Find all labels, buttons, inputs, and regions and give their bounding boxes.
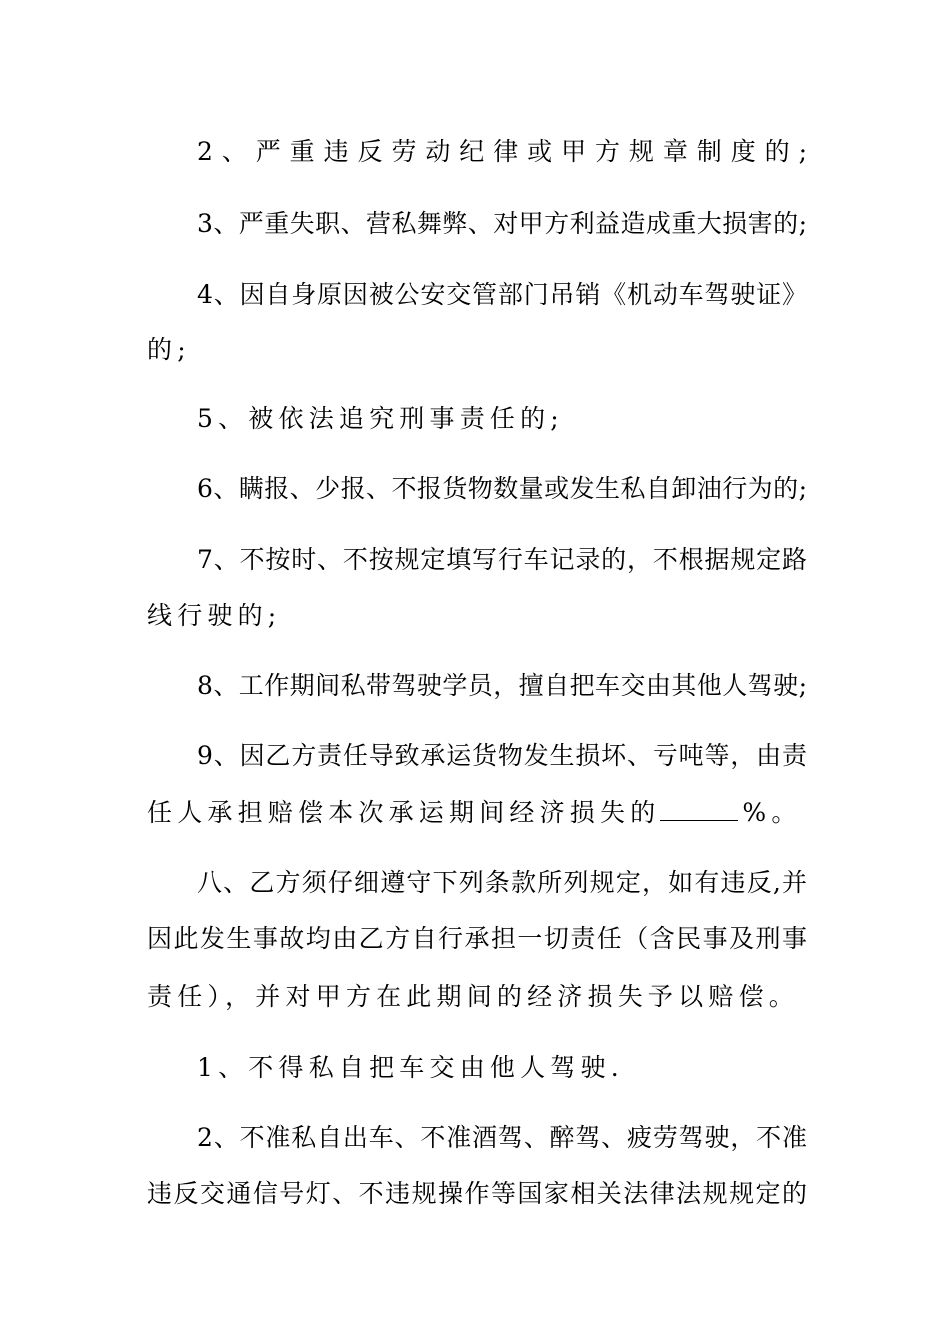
paragraph-line: 4、因自身原因被公安交管部门吊销《机动车驾驶证》: [197, 280, 807, 309]
percent-sign: %。: [742, 798, 802, 827]
paragraph-line: 7、不按时、不按规定填写行车记录的，不根据规定路: [197, 545, 807, 574]
paragraph-line: 因此发生事故均由乙方自行承担一切责任（含民事及刑事: [147, 924, 807, 953]
paragraph-line: 的;: [147, 335, 191, 364]
paragraph-line: 9、因乙方责任导致承运货物发生损坏、亏吨等，由责: [197, 741, 807, 770]
paragraph-line: 八、乙方须仔细遵守下列条款所列规定，如有违反,并: [197, 868, 807, 897]
paragraph-line: 责任），并对甲方在此期间的经济损失予以赔偿。: [147, 982, 799, 1011]
paragraph-line: 2、不准私自出车、不准酒驾、醉驾、疲劳驾驶，不准: [197, 1123, 807, 1152]
paragraph-line-with-blank: [147, 798, 807, 828]
paragraph-line: 1、不得私自把车交由他人驾驶.: [197, 1053, 624, 1082]
paragraph-text: 任人承担赔偿本次承运期间经济损失的: [147, 798, 661, 827]
fill-in-blank: [660, 798, 738, 821]
paragraph-line: 违反交通信号灯、不违规操作等国家相关法律法规规定的: [147, 1179, 807, 1208]
paragraph-line: 线行驶的;: [147, 601, 282, 630]
paragraph-line: 8、工作期间私带驾驶学员，擅自把车交由其他人驾驶;: [197, 671, 807, 700]
paragraph-line: 2、严重违反劳动纪律或甲方规章制度的;: [197, 137, 807, 166]
paragraph-line: 3、严重失职、营私舞弊、对甲方利益造成重大损害的;: [197, 209, 807, 238]
paragraph-line: 5、被依法追究刑事责任的;: [197, 404, 564, 433]
paragraph-line: 6、瞒报、少报、不报货物数量或发生私自卸油行为的;: [197, 474, 807, 503]
